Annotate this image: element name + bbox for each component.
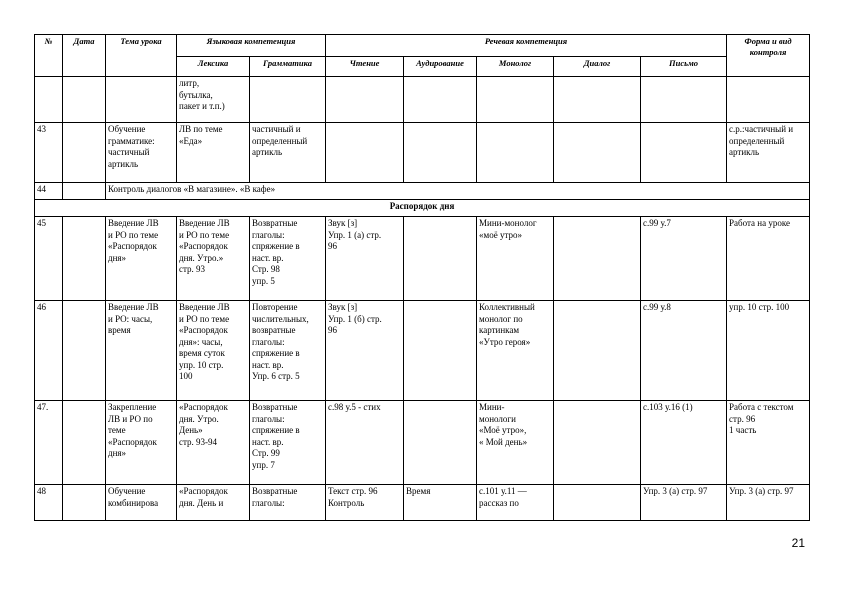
page-number: 21 bbox=[791, 536, 805, 550]
cell-merged-topic: Контроль диалогов «В магазине». «В кафе» bbox=[106, 183, 810, 200]
cell-control: Упр. 3 (а) стр. 97 bbox=[727, 485, 810, 521]
cell-dialogue bbox=[554, 77, 641, 123]
cell-dialogue bbox=[554, 401, 641, 485]
cell-listening bbox=[404, 401, 477, 485]
cell-dialogue bbox=[554, 485, 641, 521]
header-dialogue: Диалог bbox=[554, 57, 641, 77]
cell-grammar: Повторение числительных, возвратные глаголы: спряжение в наст. вр. Упр. 6 стр. 5 bbox=[250, 301, 326, 401]
header-topic: Тема урока bbox=[106, 35, 177, 77]
cell-control: с.р.:частичный и определенный артикль bbox=[727, 123, 810, 183]
cell-reading: Звук [з] Упр. 1 (б) стр. 96 bbox=[326, 301, 404, 401]
header-speech-competence: Речевая компетенция bbox=[326, 35, 727, 57]
cell-num: 48 bbox=[35, 485, 63, 521]
cell-listening bbox=[404, 301, 477, 401]
cell-vocab: Введение ЛВ и РО по теме «Распорядок дня»: часы, время суток упр. 10 стр. 100 bbox=[177, 301, 250, 401]
cell-grammar: Возвратные глаголы: спряжение в наст. вр. Стр. 98 упр. 5 bbox=[250, 217, 326, 301]
table-row bbox=[35, 485, 810, 521]
cell-grammar bbox=[250, 77, 326, 123]
cell-writing bbox=[641, 77, 727, 123]
header-reading: Чтение bbox=[326, 57, 404, 77]
header-vocabulary: Лексика bbox=[177, 57, 250, 77]
table-row bbox=[35, 401, 810, 485]
cell-topic: Обучение комбинирова bbox=[106, 485, 177, 521]
cell-monologue bbox=[477, 123, 554, 183]
cell-control bbox=[727, 77, 810, 123]
cell-grammar: Возвратные глаголы: спряжение в наст. вр. Стр. 99 упр. 7 bbox=[250, 401, 326, 485]
cell-date bbox=[63, 401, 106, 485]
cell-date bbox=[63, 217, 106, 301]
cell-topic: Закрепление ЛВ и РО по теме «Распорядок дня» bbox=[106, 401, 177, 485]
cell-date bbox=[63, 183, 106, 200]
cell-num: 43 bbox=[35, 123, 63, 183]
cell-writing: с.99 у.8 bbox=[641, 301, 727, 401]
cell-writing: с.103 у.16 (1) bbox=[641, 401, 727, 485]
cell-control: Работа с текстом стр. 96 1 часть bbox=[727, 401, 810, 485]
cell-vocab: Введение ЛВ и РО по теме «Распорядок дня. Утро.» стр. 93 bbox=[177, 217, 250, 301]
cell-listening bbox=[404, 77, 477, 123]
cell-date bbox=[63, 301, 106, 401]
cell-vocab: «Распорядок дня. Утро. День» стр. 93-94 bbox=[177, 401, 250, 485]
header-language-competence: Языковая компетенция bbox=[177, 35, 326, 57]
cell-writing: Упр. 3 (а) стр. 97 bbox=[641, 485, 727, 521]
cell-dialogue bbox=[554, 123, 641, 183]
table-row bbox=[35, 183, 810, 200]
cell-date bbox=[63, 77, 106, 123]
cell-dialogue bbox=[554, 217, 641, 301]
cell-reading: с.98 у.5 - стих bbox=[326, 401, 404, 485]
cell-monologue bbox=[477, 77, 554, 123]
cell-monologue: Мини- монологи «Моё утро», « Мой день» bbox=[477, 401, 554, 485]
cell-grammar: частичный и определенный артикль bbox=[250, 123, 326, 183]
cell-date bbox=[63, 123, 106, 183]
cell-dialogue bbox=[554, 301, 641, 401]
cell-reading bbox=[326, 123, 404, 183]
cell-vocab: литр, бутылка, пакет и т.п.) bbox=[177, 77, 250, 123]
cell-vocab: ЛВ по теме «Еда» bbox=[177, 123, 250, 183]
cell-topic: Введение ЛВ и РО по теме «Распорядок дня» bbox=[106, 217, 177, 301]
cell-writing bbox=[641, 123, 727, 183]
cell-date bbox=[63, 485, 106, 521]
table-row bbox=[35, 123, 810, 183]
cell-grammar: Возвратные глаголы: bbox=[250, 485, 326, 521]
table-row bbox=[35, 301, 810, 401]
header-control-form: Форма и вид контроля bbox=[727, 35, 810, 77]
cell-writing: с.99 у.7 bbox=[641, 217, 727, 301]
cell-listening bbox=[404, 123, 477, 183]
header-date: Дата bbox=[63, 35, 106, 77]
cell-reading: Звук [з] Упр. 1 (а) стр. 96 bbox=[326, 217, 404, 301]
cell-control: Работа на уроке bbox=[727, 217, 810, 301]
header-num: № bbox=[35, 35, 63, 77]
cell-num: 47. bbox=[35, 401, 63, 485]
header-writing: Письмо bbox=[641, 57, 727, 77]
table-row bbox=[35, 77, 810, 123]
cell-num: 46 bbox=[35, 301, 63, 401]
cell-monologue: Мини-монолог «моё утро» bbox=[477, 217, 554, 301]
table-row bbox=[35, 217, 810, 301]
cell-num: 45 bbox=[35, 217, 63, 301]
cell-listening: Время bbox=[404, 485, 477, 521]
header-grammar: Грамматика bbox=[250, 57, 326, 77]
section-row bbox=[35, 200, 810, 217]
header-monologue: Монолог bbox=[477, 57, 554, 77]
cell-topic: Введение ЛВ и РО: часы, время bbox=[106, 301, 177, 401]
cell-monologue: с.101 у.11 — рассказ по bbox=[477, 485, 554, 521]
cell-reading bbox=[326, 77, 404, 123]
cell-reading: Текст стр. 96 Контроль bbox=[326, 485, 404, 521]
cell-control: упр. 10 стр. 100 bbox=[727, 301, 810, 401]
cell-topic: Обучение грамматике: частичный артикль bbox=[106, 123, 177, 183]
section-title: Распорядок дня bbox=[35, 200, 810, 217]
lesson-plan-table bbox=[34, 34, 810, 521]
cell-listening bbox=[404, 217, 477, 301]
header-listening: Аудирование bbox=[404, 57, 477, 77]
cell-vocab: «Распорядок дня. День и bbox=[177, 485, 250, 521]
cell-num: 44 bbox=[35, 183, 63, 200]
cell-monologue: Коллективный монолог по картинкам «Утро героя» bbox=[477, 301, 554, 401]
cell-topic bbox=[106, 77, 177, 123]
cell-num bbox=[35, 77, 63, 123]
